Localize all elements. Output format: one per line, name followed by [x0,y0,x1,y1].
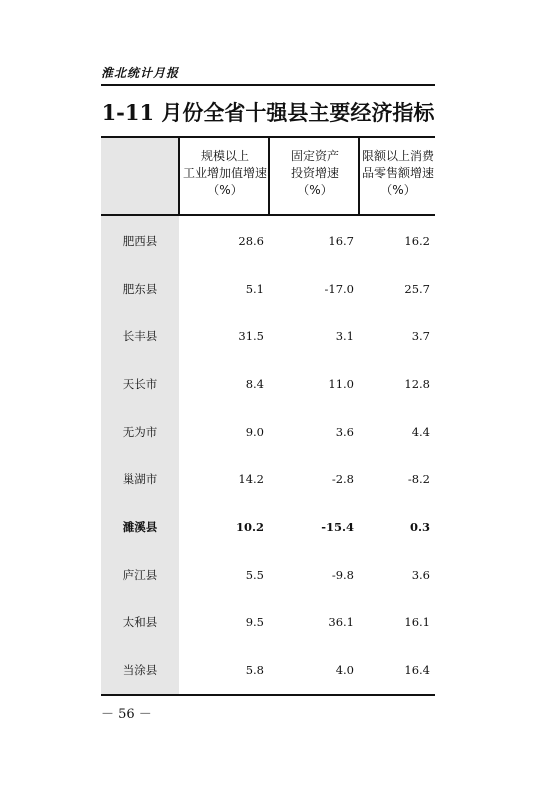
column-header-line: 品零售额增速 [361,166,434,180]
column-header-industrial-growth [181,148,269,199]
county-name: 濉溪县 [122,519,158,534]
retail-growth-value: 25.7 [404,281,430,296]
industrial-growth-value: 14.2 [238,472,264,487]
industrial-growth-value: 9.5 [245,615,264,630]
county-name: 长丰县 [122,329,158,344]
investment-growth-value: -9.8 [331,567,354,582]
retail-growth-value: 12.8 [404,376,430,391]
column-header-unit: （%） [380,183,416,197]
table-row [101,265,435,313]
industrial-growth-value: 28.6 [238,233,264,248]
table-row-highlighted [101,503,435,551]
investment-growth-value: 3.1 [335,329,354,344]
retail-growth-value: -8.2 [407,472,430,487]
retail-growth-value: 16.1 [404,615,430,630]
retail-growth-value: 16.4 [404,663,430,678]
retail-growth-value: 16.2 [404,233,430,248]
county-name: 太和县 [122,615,158,630]
industrial-growth-value: 9.0 [245,424,264,439]
investment-growth-value: 3.6 [335,424,354,439]
investment-growth-value: 16.7 [328,233,354,248]
county-name: 天长市 [122,376,158,391]
column-header-unit: （%） [297,183,333,197]
investment-growth-value: -15.4 [321,519,354,534]
table-row [101,599,435,647]
table-row [101,217,435,265]
page-title: 1-11 月份全省十强县主要经济指标 [101,100,435,125]
header-rule [101,84,435,86]
industrial-growth-value: 10.2 [235,519,264,534]
table-row [101,455,435,503]
investment-growth-value: -17.0 [324,281,354,296]
investment-growth-value: 4.0 [335,663,354,678]
investment-growth-value: -2.8 [331,472,354,487]
column-header-retail-growth [360,148,436,199]
industrial-growth-value: 5.8 [245,663,264,678]
publication-header: 淮北统计月报 [101,66,180,80]
header-bottom-rule [101,214,435,216]
table-row [101,646,435,694]
retail-growth-value: 3.6 [411,567,430,582]
indicator-table [101,136,435,694]
investment-growth-value: 36.1 [328,615,354,630]
column-header-line: 固定资产 [290,149,339,163]
county-name: 当涂县 [122,663,158,678]
table-row [101,551,435,599]
column-header-unit: （%） [207,183,243,197]
county-name: 肥东县 [122,281,158,296]
county-name: 庐江县 [122,567,158,582]
retail-growth-value: 3.7 [411,329,430,344]
retail-growth-value: 0.3 [409,519,430,534]
column-header-line: 规模以上 [200,149,249,163]
county-name: 肥西县 [122,233,158,248]
column-header-line: 投资增速 [290,166,339,180]
column-header-line: 限额以上消费 [361,149,434,163]
retail-growth-value: 4.4 [411,424,430,439]
table-row [101,312,435,360]
investment-growth-value: 11.0 [328,376,354,391]
page-number: － 56 － [101,707,152,722]
column-header-line: 工业增加值增速 [182,166,267,180]
county-name: 巢湖市 [122,472,158,487]
table-row [101,408,435,456]
industrial-growth-value: 31.5 [238,329,264,344]
table-row [101,360,435,408]
table-body [101,217,435,694]
column-header-investment-growth [271,148,359,199]
header-divider [178,138,180,214]
industrial-growth-value: 5.1 [245,281,264,296]
county-name: 无为市 [122,424,158,439]
industrial-growth-value: 8.4 [245,376,264,391]
industrial-growth-value: 5.5 [245,567,264,582]
table-bottom-rule [101,694,435,696]
